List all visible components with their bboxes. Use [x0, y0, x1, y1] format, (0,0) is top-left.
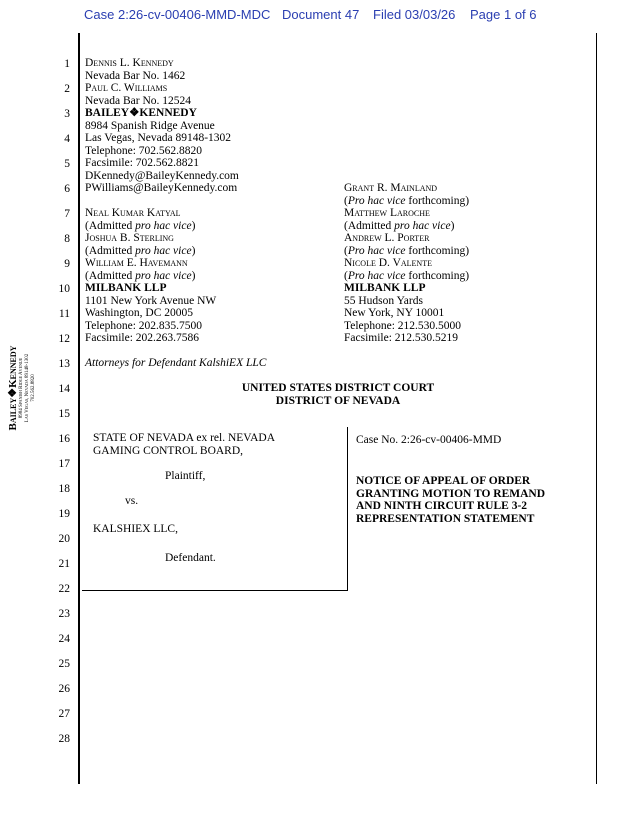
court-heading	[82, 382, 594, 407]
line-number: 25	[58, 658, 70, 670]
defendant-role: Defendant.	[165, 552, 216, 564]
versus: vs.	[125, 495, 139, 507]
line-number: 17	[58, 458, 70, 470]
line-number: 20	[58, 533, 70, 545]
court-district: DISTRICT OF NEVADA	[275, 394, 401, 407]
firm-side-logo-street: 8984 Spanish Ridge Avenue	[19, 357, 24, 419]
firm-facsimile: Facsimile: 702.562.8821	[85, 157, 200, 169]
admission-note: (Admitted pro hac vice)	[85, 244, 196, 257]
firm-street: 55 Hudson Yards	[344, 294, 423, 307]
line-number: 19	[58, 508, 70, 520]
firm-side-logo	[7, 282, 35, 494]
caption-plaintiff	[93, 432, 275, 457]
line-number: 12	[58, 333, 70, 345]
document-title-line: REPRESENTATION STATEMENT	[356, 512, 535, 525]
firm-side-logo-name: Bailey❖Kennedy	[7, 345, 19, 431]
line-number: 11	[58, 308, 70, 320]
firm-telephone: Telephone: 702.562.8820	[85, 144, 203, 157]
admission-note: (Admitted pro hac vice)	[85, 269, 196, 282]
bar-number: Nevada Bar No. 1462	[85, 69, 186, 82]
attorney-name: William E. Havemann	[85, 257, 188, 269]
caption-bottom-rule	[82, 590, 348, 591]
line-number: 26	[58, 683, 70, 695]
attorney-name: Joshua B. Sterling	[85, 232, 174, 244]
admission-note: (Pro hac vice forthcoming)	[344, 269, 470, 282]
line-number: 1	[64, 58, 70, 70]
attorney-name: Grant R. Mainland	[344, 182, 438, 194]
header-document-number: Document 47	[282, 7, 360, 22]
counsel-block-bailey-kennedy	[85, 57, 239, 195]
line-number: 21	[58, 558, 70, 570]
document-title-line: NOTICE OF APPEAL OF ORDER	[356, 475, 531, 487]
admission-note: (Admitted pro hac vice)	[85, 219, 196, 232]
header-case-number: Case 2:26-cv-00406-MMD-MDC	[84, 7, 271, 22]
line-number: 2	[64, 83, 70, 95]
line-number: 3	[64, 108, 70, 120]
admission-note: (Admitted pro hac vice)	[344, 219, 455, 232]
right-margin-rule	[596, 33, 597, 784]
firm-name: MILBANK LLP	[85, 282, 167, 294]
line-number: 27	[58, 708, 70, 720]
firm-city: Las Vegas, Nevada 89148-1302	[85, 132, 232, 144]
attorney-name: Andrew L. Porter	[344, 232, 430, 244]
firm-name: BAILEY❖KENNEDY	[85, 107, 197, 119]
header-filed-date: Filed 03/03/26	[373, 7, 456, 22]
firm-name: MILBANK LLP	[344, 282, 426, 294]
defendant-name: KALSHIEX LLC,	[93, 523, 178, 535]
firm-facsimile: Facsimile: 212.530.5219	[344, 332, 459, 344]
line-number: 22	[58, 583, 70, 595]
line-number: 16	[58, 433, 70, 445]
caption-divider	[347, 427, 348, 591]
firm-city: Washington, DC 20005	[85, 307, 194, 319]
counsel-block-milbank-dc	[85, 207, 216, 345]
left-margin-rule	[78, 33, 80, 784]
firm-city: New York, NY 10001	[344, 307, 445, 319]
header-page-number: Page 1 of 6	[470, 7, 537, 22]
line-number: 24	[58, 633, 70, 645]
line-number: 5	[64, 158, 70, 170]
line-number: 8	[64, 233, 70, 245]
plaintiff-name-cont: GAMING CONTROL BOARD,	[93, 444, 244, 457]
line-number: 28	[58, 733, 70, 745]
line-number: 4	[64, 133, 70, 145]
line-number: 15	[58, 408, 70, 420]
plaintiff-name: STATE OF NEVADA ex rel. NEVADA	[93, 432, 276, 444]
counsel-block-milbank-ny	[344, 182, 469, 345]
attorney-email: DKennedy@BaileyKennedy.com	[85, 169, 239, 182]
admission-note: (Pro hac vice forthcoming)	[344, 244, 470, 257]
court-name: UNITED STATES DISTRICT COURT	[241, 382, 435, 394]
attorney-name: Matthew Laroche	[344, 207, 430, 219]
document-title-line: GRANTING MOTION TO REMAND	[356, 487, 546, 500]
firm-telephone: Telephone: 202.835.7500	[85, 319, 203, 332]
document-title	[356, 475, 545, 525]
attorney-name: Paul C. Williams	[85, 82, 168, 94]
firm-side-logo-city: Las Vegas, Nevada 89148-1302	[25, 353, 30, 423]
document-title-line: AND NINTH CIRCUIT RULE 3-2	[356, 500, 528, 512]
case-number: Case No. 2:26-cv-00406-MMD	[356, 434, 502, 446]
line-number: 23	[58, 608, 70, 620]
bar-number: Nevada Bar No. 12524	[85, 94, 192, 107]
line-number: 13	[58, 358, 70, 370]
attorney-email: PWilliams@BaileyKennedy.com	[85, 182, 238, 194]
line-number: 7	[64, 208, 70, 220]
line-number: 10	[58, 283, 70, 295]
attorney-name: Neal Kumar Katyal	[85, 207, 181, 219]
firm-side-logo-phone: 702.562.8820	[31, 374, 36, 402]
line-number: 9	[64, 258, 70, 270]
ecf-header	[0, 7, 622, 23]
line-number: 18	[58, 483, 70, 495]
attorney-name: Nicole D. Valente	[344, 257, 432, 269]
plaintiff-role: Plaintiff,	[165, 470, 206, 482]
line-number: 6	[64, 183, 70, 195]
attorneys-for-line: Attorneys for Defendant KalshiEX LLC	[85, 357, 267, 369]
admission-note: (Pro hac vice forthcoming)	[344, 194, 470, 207]
firm-street: 1101 New York Avenue NW	[85, 294, 217, 307]
firm-street: 8984 Spanish Ridge Avenue	[85, 119, 215, 132]
firm-facsimile: Facsimile: 202.263.7586	[85, 332, 200, 344]
attorney-name: Dennis L. Kennedy	[85, 57, 174, 69]
line-number: 14	[58, 383, 70, 395]
firm-telephone: Telephone: 212.530.5000	[344, 319, 462, 332]
